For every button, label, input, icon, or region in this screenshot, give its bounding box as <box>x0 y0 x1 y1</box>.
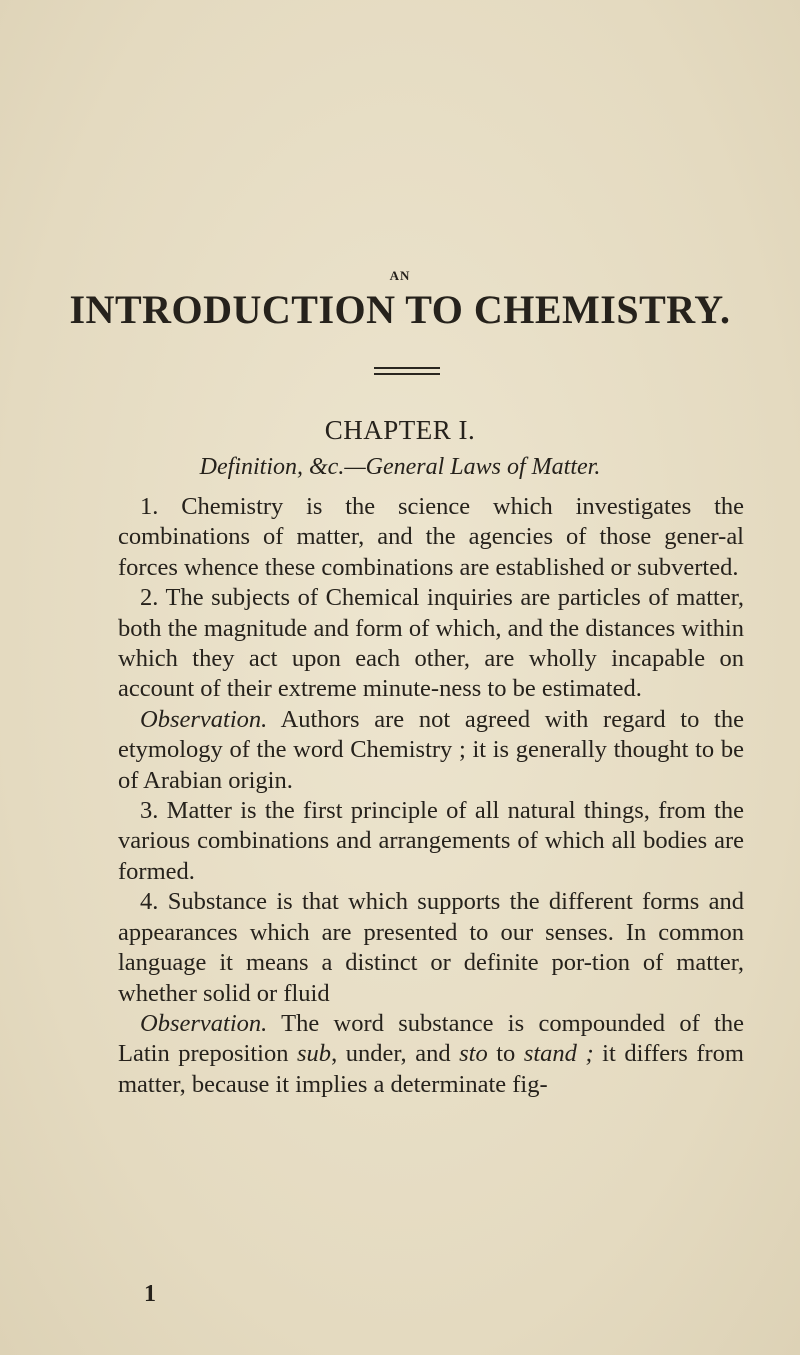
page-title: INTRODUCTION TO CHEMISTRY. <box>69 287 731 332</box>
observation-2 <box>118 1009 744 1100</box>
observation-label: Observation. <box>140 705 268 733</box>
paragraph-1 <box>118 492 744 583</box>
paragraph-text: Matter is the first principle of all natural things, from the various combinations and arrangements of which all bodies are formed. <box>118 797 745 885</box>
paragraph-3 <box>118 796 744 887</box>
paragraph-text-part: it differs from matter, because it implies a determinate fig- <box>118 1040 744 1098</box>
signature-mark: 1 <box>144 1281 156 1307</box>
paragraph-text: Chemistry is the science which investigates the combinations of matter, and the agencies of those gener-al forces whence these combinations are established or subverted. <box>118 493 745 581</box>
ornamental-rule-upper <box>374 367 440 369</box>
body-text <box>118 492 744 1100</box>
paragraph-number: 2. <box>140 584 159 612</box>
paragraph-number: 1. <box>140 493 159 520</box>
chapter-subtitle: Definition, &c.—General Laws of Matter. <box>199 454 601 480</box>
observation-label: Observation. <box>140 1009 268 1037</box>
paragraph-4 <box>118 887 744 1009</box>
latin-term: sto <box>459 1040 488 1068</box>
pre-title: AN <box>389 268 411 283</box>
latin-term: sub <box>297 1040 332 1068</box>
paragraph-text: The subjects of Chemical inquiries are particles of matter, both the magnitude and form of which, and the distances within which they act upon each other, are wholly incapable on account of their extreme minute-ness to be estimated. <box>118 584 745 703</box>
paragraph-text: Authors are not agreed with regard to the etymology of the word Chemistry ; it is generally thought to be of Arabian origin. <box>118 705 744 794</box>
observation-1 <box>118 705 744 796</box>
paragraph-number: 3. <box>140 797 159 825</box>
paragraph-text-part: The word substance is compounded of the Latin preposition <box>118 1009 744 1068</box>
paragraph-number: 4. <box>140 888 159 916</box>
paragraph-text-part: , under, and <box>331 1040 460 1068</box>
paragraph-text-part: to <box>487 1040 524 1068</box>
translation-term: stand ; <box>523 1040 594 1068</box>
chapter-heading: CHAPTER I. <box>324 415 476 445</box>
paragraph-2 <box>118 583 744 705</box>
paragraph-text: Substance is that which supports the different forms and appearances which are presented to our senses. In common language it means a distinct or definite por-tion of matter, whether solid or fluid <box>118 888 744 1007</box>
ornamental-rule-lower <box>374 373 440 375</box>
